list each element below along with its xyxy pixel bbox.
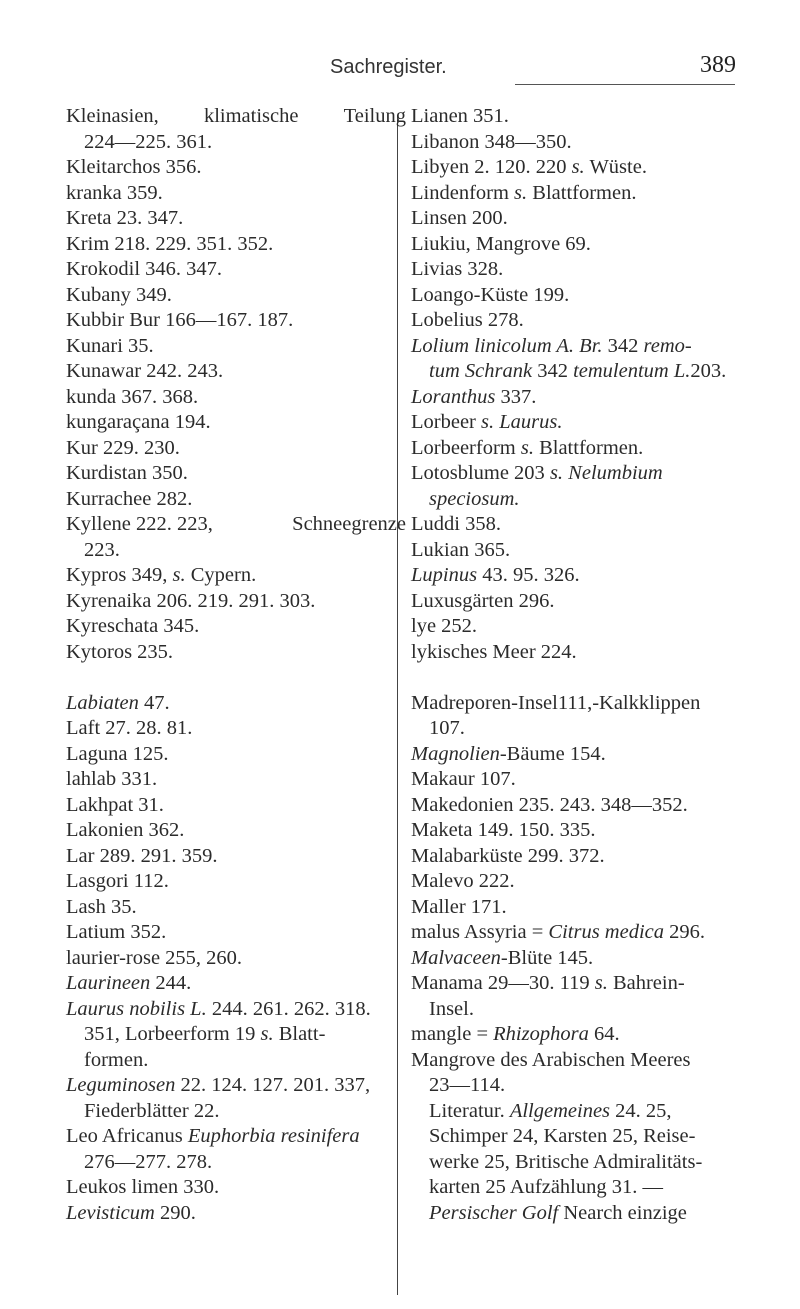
index-entry: Liukiu, Mangrove 69.: [411, 232, 591, 255]
index-entry: Kurrachee 282.: [66, 487, 193, 510]
running-head: Sachregister.: [330, 56, 447, 78]
index-entry-cont: Insel.: [429, 997, 474, 1020]
index-entry: Maller 171.: [411, 895, 507, 918]
index-entry: Lobelius 278.: [411, 309, 524, 331]
index-entry: kungaraçana 194.: [66, 411, 211, 433]
index-entry-cont: werke 25, Britische Admiralitäts-: [429, 1150, 703, 1173]
index-entry: Laurineen 244.: [66, 972, 192, 994]
index-entry: Kunawar 242. 243.: [66, 360, 224, 382]
index-entry: Laft 27. 28. 81.: [66, 717, 193, 739]
index-entry: Labiaten 47.: [66, 691, 170, 714]
index-entry: Kubbir Bur 166—167. 187.: [66, 309, 294, 331]
index-entry: Loango-Küste 199.: [411, 283, 570, 306]
index-entry: Libanon 348—350.: [411, 130, 572, 153]
left-column: [66, 104, 406, 1226]
index-entry: Lupinus 43. 95. 326.: [411, 564, 580, 586]
index-entry: Kytoros 235.: [66, 640, 174, 663]
index-entry-cont: tum Schrank 342 temulentum L.203.: [429, 360, 727, 382]
index-entry: Manama 29—30. 119 s. Bahrein-: [411, 972, 685, 994]
index-entry: malus Assyria = Citrus medica 296.: [411, 921, 705, 943]
index-entry: Kyreschata 345.: [66, 615, 200, 637]
index-entry: Kyrenaika 206. 219. 291. 303.: [66, 589, 316, 612]
index-entry: Linsen 200.: [411, 207, 508, 229]
index-entry: Loranthus 337.: [411, 385, 537, 408]
section-gap: [411, 665, 756, 691]
index-entry: Luxusgärten 296.: [411, 589, 555, 612]
index-entry: Livias 328.: [411, 258, 504, 280]
page-header: [0, 52, 800, 88]
index-entry-cont: 107.: [429, 717, 465, 739]
index-entry: Krokodil 346. 347.: [66, 258, 223, 280]
index-entry: Lolium linicolum A. Br. 342 remo-: [411, 334, 692, 357]
index-entry-cont: speciosum.: [429, 487, 520, 510]
index-entry: Lukian 365.: [411, 538, 511, 561]
index-entry-cont: formen.: [84, 1048, 149, 1071]
index-entry: Madreporen-Insel111,-Kalkklippen: [411, 691, 701, 714]
index-entry: Lorbeer s. Laurus.: [411, 411, 563, 433]
index-entry: Levisticum 290.: [66, 1201, 196, 1224]
index-entry: Luddi 358.: [411, 513, 501, 535]
index-entry: Leo Africanus Euphorbia resinifera: [66, 1125, 360, 1147]
index-entry: Lar 289. 291. 359.: [66, 844, 218, 867]
index-entry: Kypros 349, s. Cypern.: [66, 564, 257, 586]
index-entry: Laguna 125.: [66, 742, 169, 765]
index-entry: Kyllene 222. 223, Schneegrenze: [66, 513, 406, 535]
index-entry: Makaur 107.: [411, 768, 516, 790]
index-entry: Lash 35.: [66, 895, 137, 918]
index-entry: Malvaceen-Blüte 145.: [411, 946, 594, 969]
index-entry: Lindenform s. Blattformen.: [411, 181, 637, 204]
index-entry: Maketa 149. 150. 335.: [411, 819, 596, 841]
index-entry: kunda 367. 368.: [66, 385, 199, 408]
header-rule: [515, 84, 735, 85]
index-entry: Malabarküste 299. 372.: [411, 844, 605, 867]
page-number: 389: [700, 52, 736, 78]
index-entry: Mangrove des Arabischen Meeres: [411, 1048, 691, 1071]
index-entry: kranka 359.: [66, 181, 163, 204]
index-entry: lahlab 331.: [66, 768, 158, 790]
index-entry: Kleinasien, klimatische Teilung: [66, 105, 406, 127]
index-entry: laurier-rose 255, 260.: [66, 946, 243, 969]
index-entry: Kurdistan 350.: [66, 462, 188, 484]
right-column: [411, 104, 756, 1226]
index-entry: Laurus nobilis L. 244. 261. 262. 318.: [66, 997, 371, 1020]
index-entry: Lakhpat 31.: [66, 793, 164, 816]
index-entry: lye 252.: [411, 615, 478, 637]
index-entry-cont: karten 25 Aufzählung 31. —: [429, 1176, 663, 1198]
index-entry: Magnolien-Bäume 154.: [411, 742, 606, 765]
section-gap: [66, 665, 406, 691]
index-entry: Kunari 35.: [66, 334, 154, 357]
index-entry: Lotosblume 203 s. Nelumbium: [411, 462, 663, 484]
index-entry-cont: Fiederblätter 22.: [84, 1099, 220, 1122]
index-entry-cont: Persischer Golf Nearch einzige: [429, 1201, 687, 1224]
index-entry: Kur 229. 230.: [66, 436, 180, 459]
index-entry: Malevo 222.: [411, 870, 515, 892]
index-entry: Kubany 349.: [66, 283, 172, 306]
index-entry-cont: Schimper 24, Karsten 25, Reise-: [429, 1125, 696, 1147]
index-entry: mangle = Rhizophora 64.: [411, 1023, 620, 1045]
index-entry: Lakonien 362.: [66, 819, 185, 841]
index-entry-cont: 23—114.: [429, 1074, 506, 1096]
index-entry-cont: 351, Lorbeerform 19 s. Blatt-: [84, 1023, 326, 1045]
index-entry-cont: 276—277. 278.: [84, 1150, 213, 1173]
index-entry: Lorbeerform s. Blattformen.: [411, 436, 644, 459]
index-entry: Lasgori 112.: [66, 870, 169, 892]
index-entry: Latium 352.: [66, 921, 167, 943]
index-entry: Krim 218. 229. 351. 352.: [66, 232, 274, 255]
index-entry-cont: Literatur. Allgemeines 24. 25,: [429, 1099, 672, 1122]
index-entry: Makedonien 235. 243. 348—352.: [411, 793, 688, 816]
index-entry: Leukos limen 330.: [66, 1176, 220, 1198]
index-entry: Leguminosen 22. 124. 127. 201. 337,: [66, 1074, 371, 1096]
index-entry-cont: 223.: [84, 538, 120, 561]
index-entry-cont: 224—225. 361.: [84, 130, 213, 153]
index-entry: Libyen 2. 120. 220 s. Wüste.: [411, 156, 647, 178]
index-entry: lykisches Meer 224.: [411, 640, 577, 663]
index-entry: Kreta 23. 347.: [66, 207, 184, 229]
index-entry: Lianen 351.: [411, 105, 509, 127]
index-entry: Kleitarchos 356.: [66, 156, 202, 178]
